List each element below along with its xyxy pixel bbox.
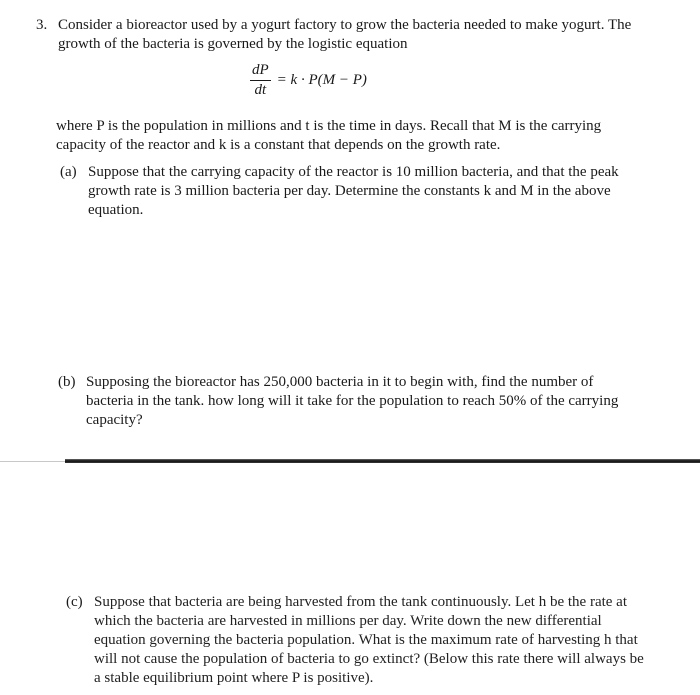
- equation-numerator: dP: [250, 62, 271, 81]
- equation-denominator: dt: [254, 82, 267, 98]
- problem-3: [36, 16, 656, 54]
- equation-rhs: = k · P(M − P): [276, 72, 367, 88]
- page-divider: [65, 459, 700, 463]
- part-c: [66, 593, 652, 688]
- part-a-text: Suppose that the carrying capacity of the reactor is 10 million bacteria, and that the peak growth rate is 3 million bacteria per day. Determine the constants k and M in the above equation.: [88, 164, 619, 218]
- part-a: [60, 163, 644, 220]
- part-a-label: (a): [60, 164, 77, 180]
- part-b: [58, 373, 642, 430]
- part-c-text: Suppose that bacteria are being harvested from the tank continuously. Let h be the rate at which the bacteria are harvested in millions per day. Write down the new differential equation governing the bacteria population. What is the maximum rate of harvesting h that will not cause the population of bacteria to go extinct? (Below this rate there will always be a stable equilibrium point where P is positive).: [94, 594, 644, 686]
- variable-definitions: where P is the population in millions and t is the time in days. Recall that M is the carrying capacity of the reactor and k is a constant that depends on the growth rate.: [56, 118, 602, 153]
- page-divider-faint: [0, 461, 65, 462]
- logistic-equation: [250, 62, 367, 99]
- problem-number: 3.: [36, 17, 48, 33]
- equation-fraction: [250, 62, 271, 99]
- part-b-label: (b): [58, 374, 76, 390]
- part-c-label: (c): [66, 594, 83, 610]
- problem-intro: Consider a bioreactor used by a yogurt factory to grow the bacteria needed to make yogurt. The growth of the bacteria is governed by the logistic equation: [58, 17, 632, 52]
- part-b-text: Supposing the bioreactor has 250,000 bacteria in it to begin with, find the number of bacteria in the tank. how long will it take for the population to reach 50% of the carrying capacity?: [86, 374, 619, 428]
